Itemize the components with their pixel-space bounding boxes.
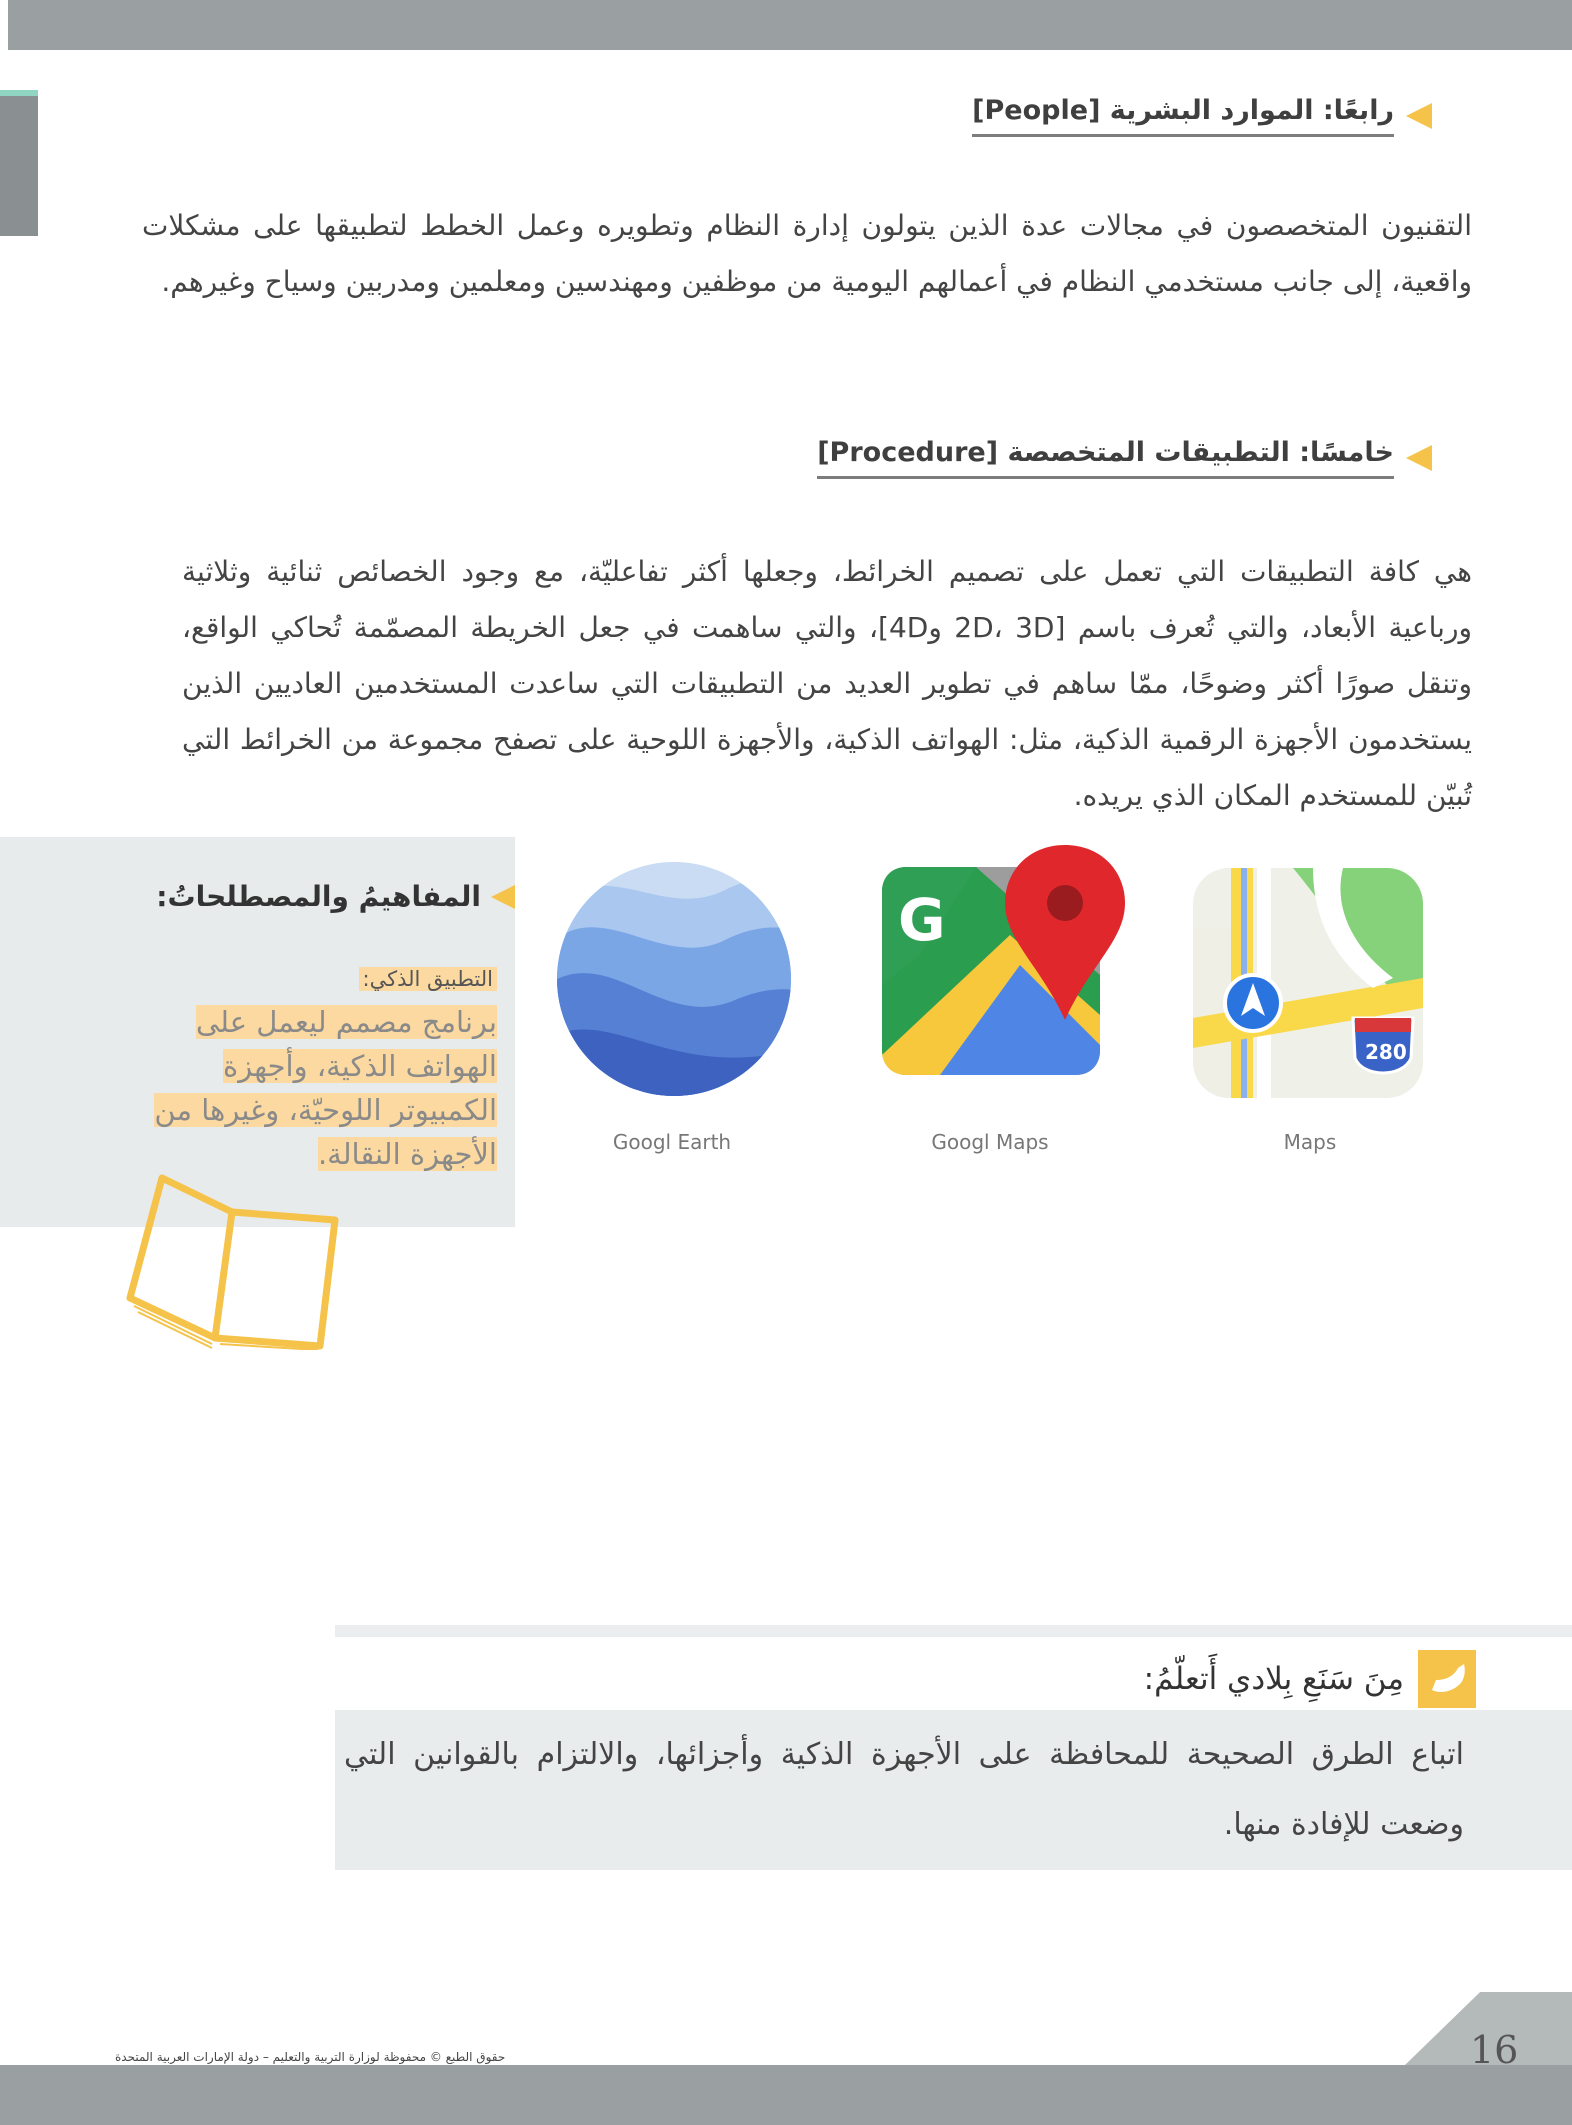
footer-bar xyxy=(0,2065,1572,2125)
bullet-arrow-icon xyxy=(1406,103,1432,129)
page-number: 16 xyxy=(1470,2028,1519,2072)
section4-heading: رابعًا: الموارد البشرية [People] xyxy=(972,95,1432,137)
side-tab xyxy=(0,90,38,236)
section5-heading: خامسًا: التطبيقات المتخصصة [Procedure] xyxy=(817,437,1432,479)
highway-badge: 280 xyxy=(1365,1040,1407,1064)
bullet-arrow-icon xyxy=(491,885,515,909)
section4-paragraph: التقنيون المتخصصون في مجالات عدة الذين يتولون إدارة النظام وتطويره وعمل الخطط لتطبيقها على مشكلات واقعية، إلى جانب مستخدمي النظام في أعمالهم اليومية من موظفين ومهندسين ومعلمين ومدربين وسياح وغيرهم. xyxy=(142,209,1472,298)
svg-text:G: G xyxy=(898,886,946,954)
top-bar xyxy=(8,0,1572,50)
google-earth-icon xyxy=(555,860,793,1098)
bullet-arrow-icon xyxy=(1406,445,1432,471)
open-book-icon xyxy=(120,1170,350,1350)
learn-title: مِنَ سَنَعِ بِلادي أَتعلّمُ: xyxy=(1144,1650,1476,1708)
term-definition: برنامج مصمم ليعمل على الهواتف الذكية، وأجهزة الكمبيوتر اللوحيّة، وغيرها من الأجهزة النقالة. xyxy=(154,1005,497,1171)
learn-text: اتباع الطرق الصحيحة للمحافظة على الأجهزة الذكية وأجزائها، والالتزام بالقوانين التي وضعت للإفادة منها. xyxy=(344,1737,1464,1842)
learn-top-strip xyxy=(335,1625,1572,1637)
google-maps-icon xyxy=(880,845,1125,1085)
copyright-text: حقوق الطبع © محفوظة لوزارة التربية والتعليم – دولة الإمارات العربية المتحدة xyxy=(115,2050,506,2064)
concepts-title: المفاهيمُ والمصطلحاتُ: xyxy=(156,880,515,913)
app-caption: Googl Maps xyxy=(931,1130,1049,1154)
app-caption: Googl Earth xyxy=(612,1130,732,1154)
app-caption: Maps xyxy=(1283,1130,1337,1154)
uae-map-icon xyxy=(1418,1650,1476,1708)
section5-paragraph: هي كافة التطبيقات التي تعمل على تصميم الخرائط، وجعلها أكثر تفاعليّة، مع وجود الخصائص ثنائية وثلاثية ورباعية الأبعاد، والتي تُعرف باسم [2D، 3D و4D]، والتي ساهمت في جعل الخريطة المصمّمة تُحاكي الواقع، وتنقل صورًا أكثر وضوحًا، ممّا ساهم في تطوير العديد من التطبيقات التي ساعدت المستخدمين العاديين الذين يستخدمون الأجهزة الرقمية الذكية، مثل: الهواتف الذكية، والأجهزة اللوحية على تصفح مجموعة من الخرائط التي تُبيّن للمستخدم المكان الذي يريده. xyxy=(182,555,1472,812)
term-label: التطبيق الذكي: xyxy=(359,967,498,991)
